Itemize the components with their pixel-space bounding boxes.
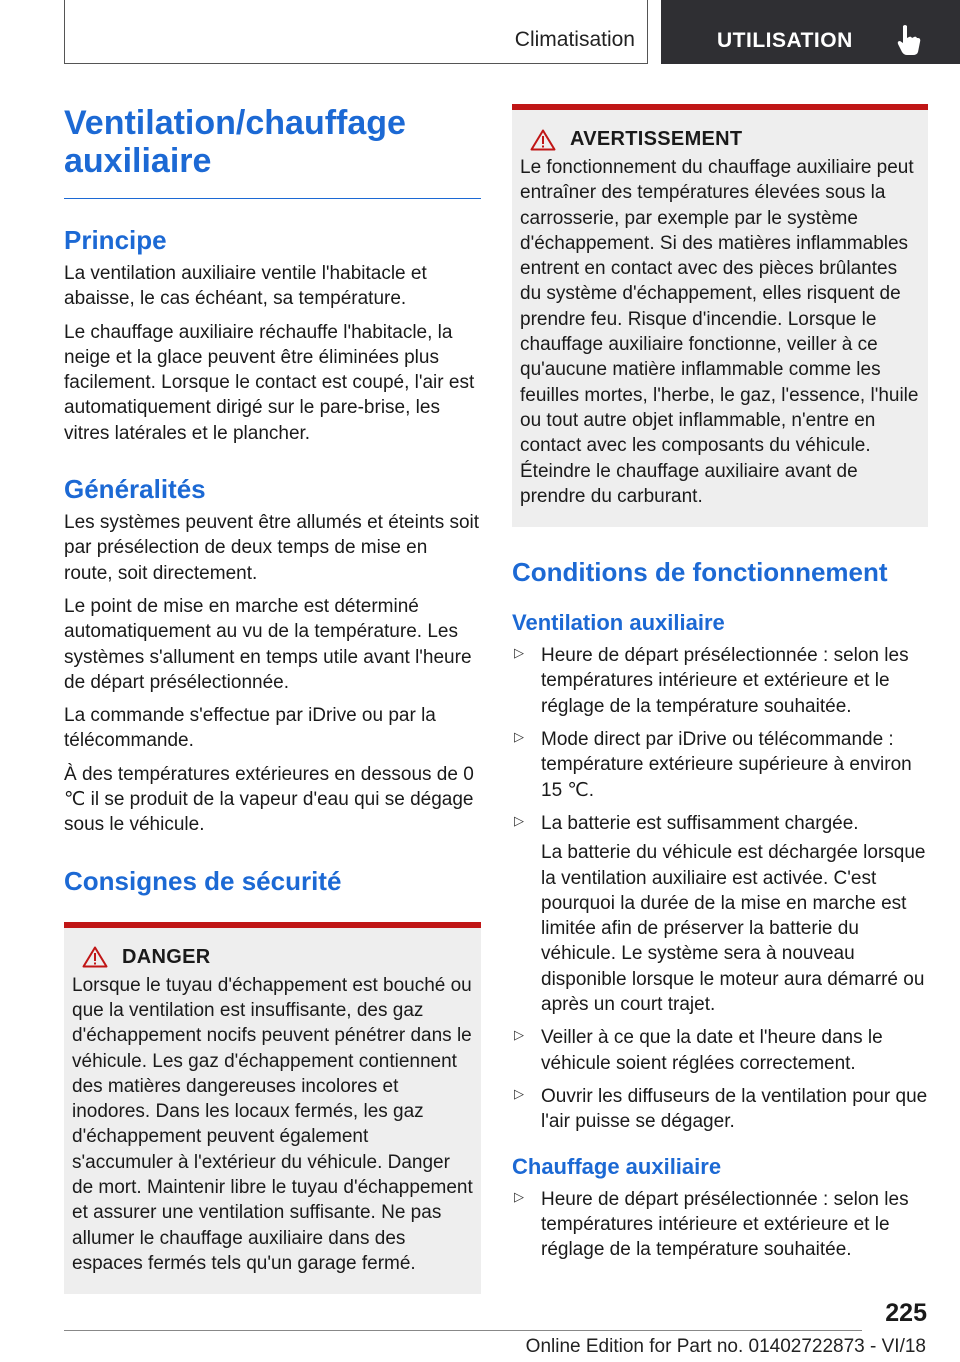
hand-pointer-icon — [897, 24, 921, 56]
footer-divider — [64, 1330, 862, 1331]
paragraph: La commande s'effectue par iDrive ou par la télécommande. — [64, 705, 436, 752]
bullet-triangle-icon: ▷ — [514, 645, 524, 661]
list-item: ▷ Ouvrir les diffuseurs de la ventilation pour que l'air puisse se dégager. — [514, 1085, 928, 1133]
paragraph: À des températures extérieures en dessous de 0 ℃ il se produit de la vapeur d'eau qui se dégage sous le véhicule. — [64, 763, 474, 836]
list-item: ▷ Veiller à ce que la date et l'heure dans le véhicule soient réglées correctement. — [514, 1027, 883, 1074]
list-item: ▷ La batterie est suffisamment chargée. La batterie du véhicule est déchargée lorsque la ventilation auxiliaire est activée. C'est pourquoi la durée de la mise en marche est limitée afin de préserver la batterie du véhicule. Le système sera à nouveau disponible lorsque le moteur aura démarré ou après un court trajet. — [512, 811, 928, 1017]
list-item: ▷ Mode direct par iDrive ou télécommande : température extérieure supérieure à environ 15 ℃. — [514, 729, 912, 801]
ventilation-list — [512, 643, 928, 1134]
danger-box — [64, 922, 481, 1295]
bullet-triangle-icon: ▷ — [514, 729, 524, 745]
heading-ventilation: Ventilation auxiliaire — [512, 610, 725, 636]
paragraph: Le chauffage auxiliaire réchauffe l'habitacle, la neige et la glace peuvent être éliminées plus facilement. Lorsque le contact est coupé, l'air est automatiquement dirigé sur le pare-brise, les vitres latérales et le plancher. — [64, 321, 475, 444]
warning-text: Le fonctionnement du chauffage auxiliaire peut entraîner des températures élevées sous la carrosserie, par exemple par le système d'échappement. Si des matières inflammables entrent en contact avec des pièces brûlantes du système d'échappement, elles risquent de prendre feu. Risque d'incendie. Lorsque le chauffage auxiliaire fonctionne, veiller à ce qu'aucune matière inflammable comme les feuilles mortes, l'herbe, le gaz, l'essence, l'huile ou tout autre objet inflammable, n'entre en contact avec les composants du véhicule. Éteindre le chauffage auxiliaire avant de prendre du carburant. — [520, 157, 919, 507]
list-item: ▷ Heure de départ présélectionnée : selon les températures intérieure et extérieure et le réglage de la température souhaitée. — [514, 645, 909, 717]
left-column — [64, 104, 481, 1294]
heading-chauffage: Chauffage auxiliaire — [512, 1153, 722, 1179]
warning-triangle-icon — [82, 946, 108, 968]
bullet-triangle-icon: ▷ — [514, 812, 524, 828]
chapter-title: UTILISATION — [717, 29, 853, 52]
list-item: ▷ Heure de départ présélectionnée : selon les températures intérieure et extérieure et le réglage de la température souhaitée. — [514, 1188, 909, 1261]
heading-generalites: Généralités — [64, 474, 206, 505]
page-number: 225 — [885, 1299, 927, 1327]
right-column — [512, 104, 928, 1270]
paragraph: Les systèmes peuvent être allumés et éteints soit par présélection de deux temps de mise en route, soit directement. — [64, 512, 480, 584]
paragraph: La ventilation auxiliaire ventile l'habitacle et abaisse, le cas échéant, sa température. — [64, 263, 427, 310]
bullet-triangle-icon: ▷ — [514, 1027, 524, 1043]
bullet-triangle-icon: ▷ — [514, 1085, 524, 1101]
danger-label: DANGER — [122, 945, 211, 968]
warning-box — [512, 104, 928, 527]
section-title: Climatisation — [514, 28, 635, 51]
page-title: Ventilation/chauffage auxiliaire — [64, 104, 481, 199]
header-chapter-tab — [661, 0, 960, 64]
warning-label: AVERTISSEMENT — [570, 128, 743, 150]
battery-note: La batterie du véhicule est déchargée lorsque la ventilation auxiliaire est activée. C'est pourquoi la durée de la mise en marche est limitée afin de préserver la batterie du véhicule. Le système sera à nouveau disponible lorsque le moteur aura démarré ou après un court trajet. — [541, 842, 926, 1016]
footer-edition: Online Edition for Part no. 01402722873 - VI/18 — [525, 1336, 926, 1357]
paragraph: Le point de mise en marche est déterminé automatiquement au vu de la température. Les systèmes s'allument en temps utile avant l'heure de départ présélectionnée. — [64, 595, 472, 693]
chauffage-list — [512, 1187, 928, 1263]
header-section-tab — [64, 0, 648, 64]
heading-conditions: Conditions de fonctionnement — [512, 557, 888, 588]
danger-text: Lorsque le tuyau d'échappement est bouché ou que la ventilation est insuffisante, des gaz d'échappement nocifs peuvent pénétrer dans le véhicule. Les gaz d'échappement contiennent des matières dangereuses incolores et inodores. Dans les locaux fermés, les gaz d'échappement peuvent également s'accumuler à l'extérieur du véhicule. Danger de mort. Maintenir libre le tuyau d'échappement et assurer une ventilation suffisante. Ne pas allumer le chauffage auxiliaire dans des espaces fermés tels qu'un garage fermé. — [72, 974, 473, 1274]
warning-triangle-icon — [530, 129, 556, 151]
bullet-triangle-icon: ▷ — [514, 1188, 524, 1204]
heading-consignes: Consignes de sécurité — [64, 865, 342, 896]
heading-principe: Principe — [64, 225, 167, 255]
